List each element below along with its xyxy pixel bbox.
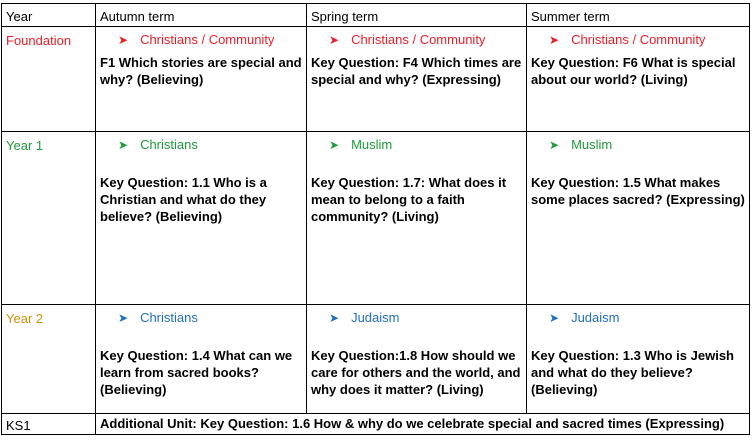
- arrow-icon: ➤: [329, 33, 340, 47]
- year2-summer-cell: [527, 305, 750, 414]
- foundation-label: Foundation: [2, 27, 96, 132]
- year2-label: Year 2: [2, 305, 96, 414]
- year1-summer-cell: [527, 132, 750, 305]
- year1-spring-tag: ➤ Muslim: [329, 137, 393, 152]
- year1-autumn-tag: ➤ Christians: [118, 137, 198, 152]
- year1-autumn-question: Key Question: 1.1 Who is a Christian and what do they believe? (Believing): [100, 175, 267, 224]
- foundation-autumn-question: F1 Which stories are special and why? (Believing): [100, 55, 302, 87]
- ks1-label: KS1: [2, 414, 96, 435]
- year2-autumn-cell: [96, 305, 307, 414]
- ks1-row: [2, 414, 750, 435]
- foundation-summer-question: Key Question: F6 What is special about our world? (Living): [531, 55, 736, 87]
- foundation-row: [2, 27, 750, 132]
- foundation-spring-cell: [307, 27, 527, 132]
- ks1-additional-unit: Additional Unit: Key Question: 1.6 How & why do we celebrate special and sacred times (Expressing): [96, 414, 750, 435]
- year2-spring-tag: ➤ Judaism: [329, 310, 400, 325]
- arrow-icon: ➤: [118, 138, 129, 152]
- header-year: Year: [2, 4, 96, 27]
- year2-autumn-question: Key Question: 1.4 What can we learn from sacred books? (Believing): [100, 348, 293, 397]
- arrow-icon: ➤: [549, 138, 560, 152]
- year1-summer-tag: ➤ Muslim: [549, 137, 613, 152]
- year1-label: Year 1: [2, 132, 96, 305]
- arrow-icon: ➤: [549, 33, 560, 47]
- curriculum-table: [1, 3, 750, 435]
- arrow-icon: ➤: [118, 33, 129, 47]
- year2-summer-tag: ➤ Judaism: [549, 310, 620, 325]
- foundation-summer-cell: [527, 27, 750, 132]
- arrow-icon: ➤: [329, 311, 340, 325]
- year1-spring-cell: [307, 132, 527, 305]
- year2-summer-question: Key Question: 1.3 Who is Jewish and what do they believe? (Believing): [531, 348, 734, 397]
- year2-autumn-tag: ➤ Christians: [118, 310, 198, 325]
- foundation-spring-question: Key Question: F4 Which times are special and why? (Expressing): [311, 55, 522, 87]
- year2-spring-question: Key Question:1.8 How should we care for others and the world, and why does it matter? (Living): [311, 348, 521, 397]
- header-summer: Summer term: [527, 4, 750, 27]
- year2-row: [2, 305, 750, 414]
- foundation-autumn-tag: ➤ Christians / Community: [118, 32, 275, 47]
- header-autumn: Autumn term: [96, 4, 307, 27]
- year1-row: [2, 132, 750, 305]
- year2-spring-cell: [307, 305, 527, 414]
- foundation-autumn-cell: [96, 27, 307, 132]
- foundation-summer-tag: ➤ Christians / Community: [549, 32, 706, 47]
- header-row: [2, 4, 750, 27]
- foundation-spring-tag: ➤ Christians / Community: [329, 32, 486, 47]
- arrow-icon: ➤: [118, 311, 129, 325]
- year1-spring-question: Key Question: 1.7: What does it mean to belong to a faith community? (Living): [311, 175, 507, 224]
- year1-summer-question: Key Question: 1.5 What makes some places sacred? (Expressing): [531, 175, 745, 207]
- arrow-icon: ➤: [329, 138, 340, 152]
- arrow-icon: ➤: [549, 311, 560, 325]
- header-spring: Spring term: [307, 4, 527, 27]
- year1-autumn-cell: [96, 132, 307, 305]
